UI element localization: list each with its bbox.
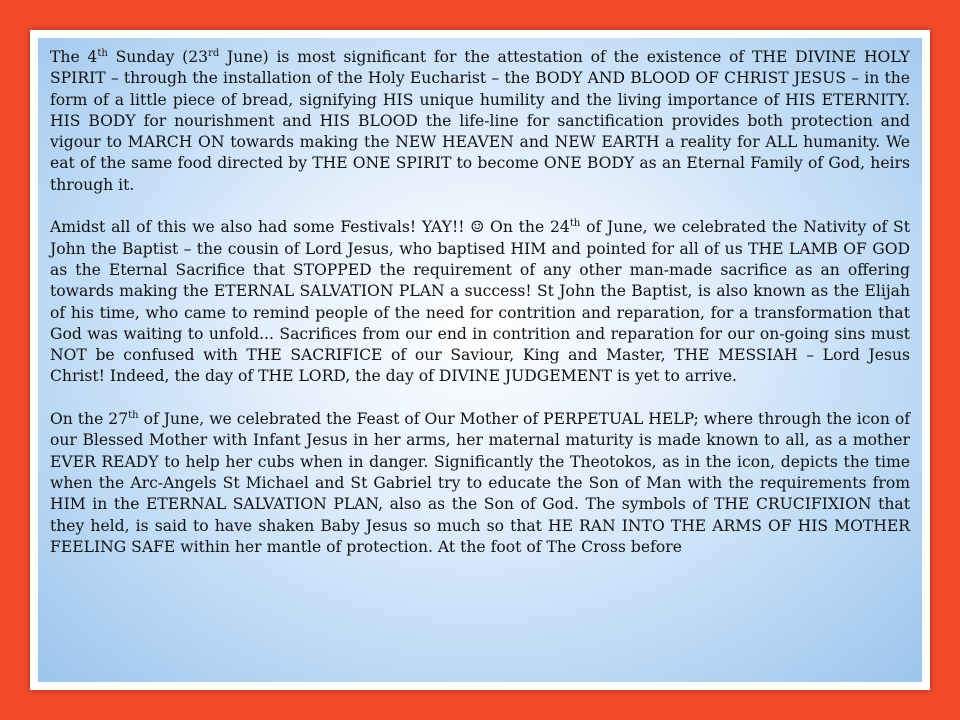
slide-frame [30,30,930,690]
ordinal-suffix: th [569,218,581,230]
text-segment: Sunday (23 [107,48,209,66]
text-segment: of June, we celebrated the Feast of Our Mother of PERPETUAL HELP; where through the icon of our Blessed Mother with Infant Jesus in her arms, her maternal maturity is made known to all, as a mother EVER READY to help her cubs when in danger. Significantly the Theotokos, as in the icon, depicts the time when the Arc-Angels St Michael and St Gabriel try to educate the Son of Man with the requirements from HIM in the ETERNAL SALVATION PLAN, also as the Son of God. The symbols of THE CRUCIFIXION that they held, is said to have shaken Baby Jesus so much so that HE RAN INTO THE ARMS OF HIS MOTHER FEELING SAFE within her mantle of protection. At the foot of The Cross before [50,410,910,556]
paragraph-1 [50,47,910,196]
body-text [50,47,910,579]
text-segment: Amidst all of this we also had some Festivals! YAY!! ☺ On the 24 [50,218,570,237]
ordinal-suffix: rd [208,47,220,59]
text-panel [38,38,922,682]
ordinal-suffix: th [128,409,139,421]
text-segment: of June, we celebrated the Nativity of St John the Baptist – the cousin of Lord Jesus, who baptised HIM and pointed for all of us THE LAMB OF GOD as the Eternal Sacrifice that STOPPED the requirement of any other man-made sacrifice as an offering towards making the ETERNAL SALVATION PLAN a success! St John the Baptist, is also known as the Elijah of his time, who came to remind people of the need for contrition and reparation, for a transformation that God was waiting to unfold... Sacrifices from our end in contrition and reparation for our on-going sins must NOT be confused with THE SACRIFICE of our Saviour, King and Master, THE MESSIAH – Lord Jesus Christ! Indeed, the day of THE LORD, the day of DIVINE JUDGEMENT is yet to arrive. [50,218,910,386]
text-segment: On the 27 [50,410,129,429]
text-segment: The 4 [50,48,98,66]
paragraph-2 [50,217,910,387]
ordinal-suffix: th [97,47,108,59]
text-segment: June) is most significant for the attestation of the existence of THE DIVINE HOLY SPIRIT – through the installation of the Holy Eucharist – the BODY AND BLOOD OF CHRIST JESUS – in the form of a little piece of bread, signifying HIS unique humility and the living importance of HIS ETERNITY. HIS BODY for nourishment and HIS BLOOD the life-line for sanctification provides both protection and vigour to MARCH ON towards making the NEW HEAVEN and NEW EARTH a reality for ALL humanity. We eat of the same food directed by THE ONE SPIRIT to become ONE BODY as an Eternal Family of God, heirs through it. [50,48,910,194]
paragraph-3 [50,409,910,558]
